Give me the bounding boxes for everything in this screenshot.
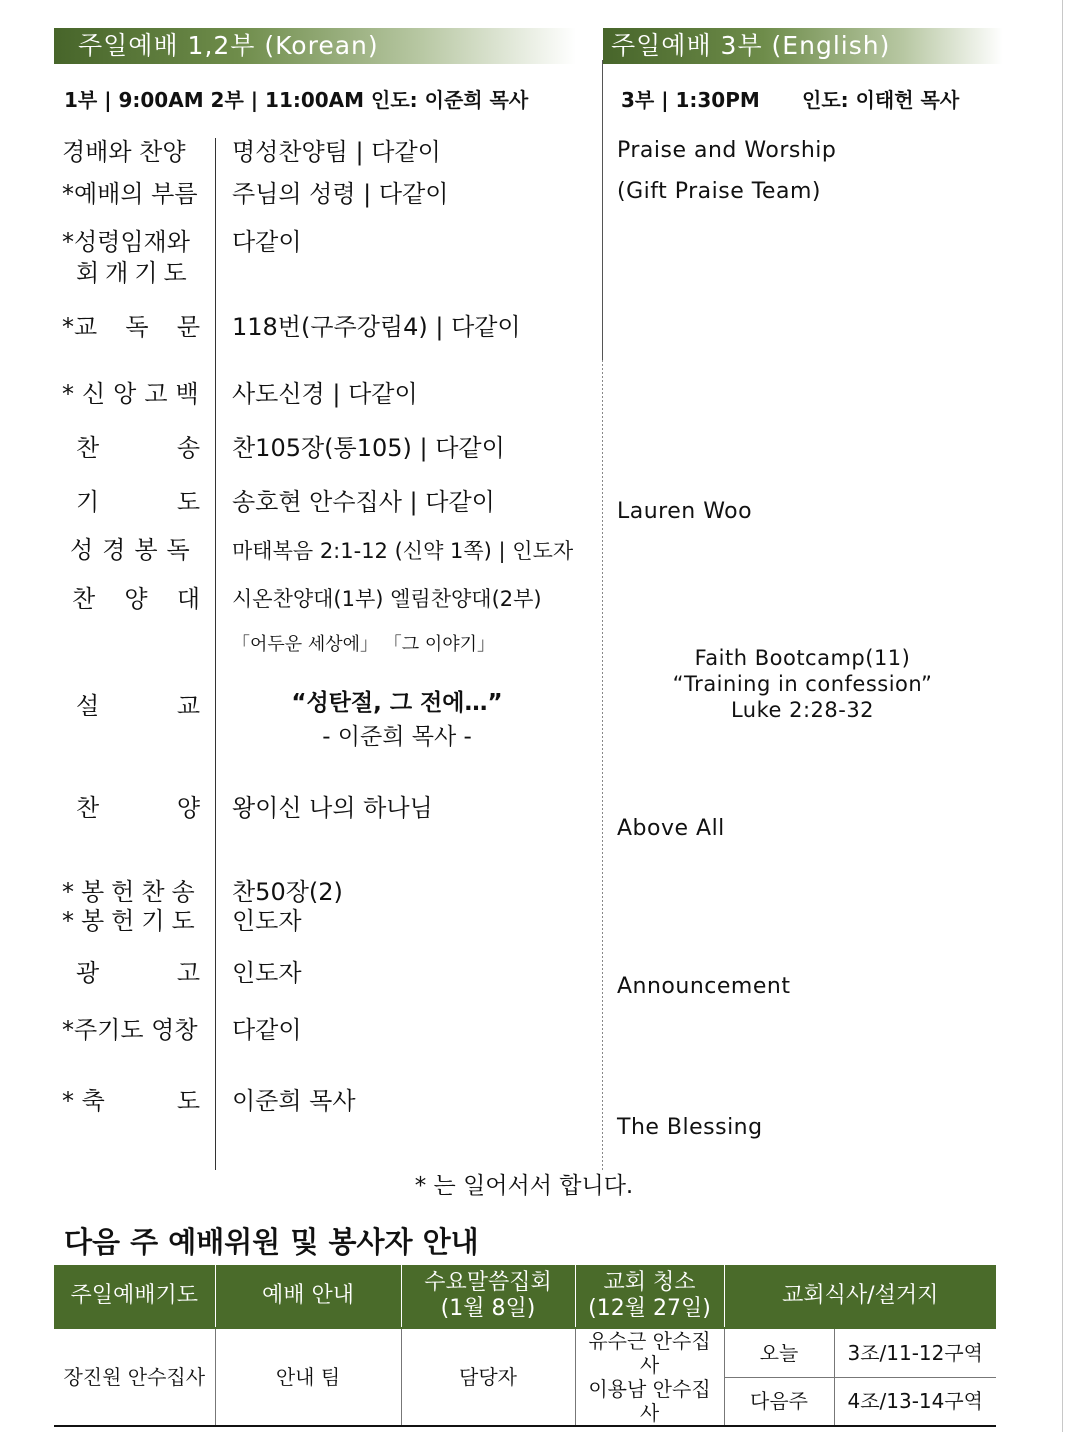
hymn-label: 찬 송 xyxy=(76,434,200,462)
hymn-value: 찬105장(통105) | 다같이 xyxy=(232,434,505,462)
presence-prayer-label-1: *성령임재와 xyxy=(62,228,190,256)
sermon-title: “성탄절, 그 전에…” xyxy=(291,690,503,716)
praise-label: 경배와 찬양 xyxy=(62,138,186,166)
roster-title: 다음 주 예배위원 및 봉사자 안내 xyxy=(64,1225,479,1259)
value-wednesday: 담당자 xyxy=(401,1328,575,1426)
english-service-header: 주일예배 3부 (English) xyxy=(603,28,1003,64)
call-to-worship-value: 주님의 성령 | 다같이 xyxy=(232,180,449,208)
english-song: Above All xyxy=(617,816,725,841)
meal-today-label: 오늘 xyxy=(724,1328,834,1377)
creed-label: *신앙고백 xyxy=(62,380,207,408)
creed-value: 사도신경 | 다같이 xyxy=(232,380,418,408)
header-wednesday: 수요말씀집회 (1월 8일) xyxy=(401,1265,575,1328)
value-prayer: 장진원 안수집사 xyxy=(54,1328,215,1426)
announcement-label: 광 고 xyxy=(76,959,200,987)
announcement-value: 인도자 xyxy=(232,959,302,987)
header-meal: 교회식사/설거지 xyxy=(724,1265,996,1328)
praise-song-label: 찬 양 xyxy=(76,794,200,822)
korean-column-divider xyxy=(215,138,216,1170)
choir-value xyxy=(232,584,542,660)
english-service-leader: 인도: 이태헌 목사 xyxy=(802,88,960,112)
offering-prayer-value: 인도자 xyxy=(232,907,302,935)
prayer-value: 송호현 안수집사 | 다같이 xyxy=(232,488,495,516)
english-sermon-title: “Training in confession” xyxy=(672,672,933,696)
english-announcement: Announcement xyxy=(617,974,791,999)
presence-prayer-label-2: 회개기도 xyxy=(76,259,193,287)
header-cleaning: 교회 청소 (12월 27일) xyxy=(575,1265,724,1328)
korean-service-header: 주일예배 1,2부 (Korean) xyxy=(54,28,576,64)
sermon-korean xyxy=(232,686,562,754)
english-sermon-series: Faith Bootcamp(11) xyxy=(694,646,911,670)
lords-prayer-value: 다같이 xyxy=(232,1016,302,1044)
value-usher: 안내 팀 xyxy=(215,1328,401,1426)
sermon-preacher: - 이준희 목사 - xyxy=(322,724,472,750)
offering-prayer-label: *봉헌기도 xyxy=(62,907,202,935)
prayer-label: 기 도 xyxy=(76,488,200,516)
choir-label: 찬 양 대 xyxy=(72,585,200,613)
value-cleaning: 유수근 안수집사 이용남 안수집사 xyxy=(575,1328,724,1426)
benediction-value: 이준희 목사 xyxy=(232,1087,356,1115)
english-column-divider-top xyxy=(602,60,603,360)
responsive-reading-value: 118번(구주강림4) | 다같이 xyxy=(232,313,521,341)
choir-names: 시온찬양대(1부) 엘림찬양대(2부) xyxy=(232,587,542,611)
header-usher: 예배 안내 xyxy=(215,1265,401,1328)
offering-hymn-label: *봉헌찬송 xyxy=(62,878,202,906)
scripture-value: 마태복음 2:1-12 (신약 1쪽) | 인도자 xyxy=(232,539,574,563)
english-column-divider-dotted xyxy=(602,360,603,1170)
meal-next-label: 다음주 xyxy=(724,1377,834,1426)
roster-table xyxy=(54,1265,996,1427)
sermon-label: 설 교 xyxy=(76,692,200,720)
meal-today-value: 3조/11-12구역 xyxy=(834,1328,996,1377)
korean-service-times: 1부 | 9:00AM 2부 | 11:00AM 인도: 이준희 목사 xyxy=(64,88,529,112)
choir-songs: 「어두운 세상에」 「그 이야기」 xyxy=(232,634,496,655)
english-blessing: The Blessing xyxy=(617,1115,763,1140)
praise-value: 명성찬양팀 | 다같이 xyxy=(232,138,441,166)
header-prayer: 주일예배기도 xyxy=(54,1265,215,1328)
english-service-time: 3부 | 1:30PM xyxy=(621,88,760,112)
meal-next-value: 4조/13-14구역 xyxy=(834,1377,996,1426)
roster-header-row xyxy=(54,1265,996,1328)
benediction-label: * 축 도 xyxy=(62,1087,200,1115)
praise-song-value: 왕이신 나의 하나님 xyxy=(232,794,433,822)
responsive-reading-label: *교 독 문 xyxy=(62,313,200,341)
english-sermon-scripture: Luke 2:28-32 xyxy=(730,698,875,722)
table-row xyxy=(54,1328,996,1377)
english-prayer: Lauren Woo xyxy=(617,499,753,524)
english-praise: Praise and Worship xyxy=(617,138,837,163)
english-sermon xyxy=(620,645,985,723)
scripture-label: 성경봉독 xyxy=(70,536,199,564)
presence-prayer-value: 다같이 xyxy=(232,228,302,256)
offering-hymn-value: 찬50장(2) xyxy=(232,878,343,906)
english-praise-team: (Gift Praise Team) xyxy=(617,179,821,204)
call-to-worship-label: *예배의 부름 xyxy=(62,180,198,208)
standing-note: * 는 일어서서 합니다. xyxy=(414,1173,634,1199)
lords-prayer-label: *주기도 영창 xyxy=(62,1016,198,1044)
